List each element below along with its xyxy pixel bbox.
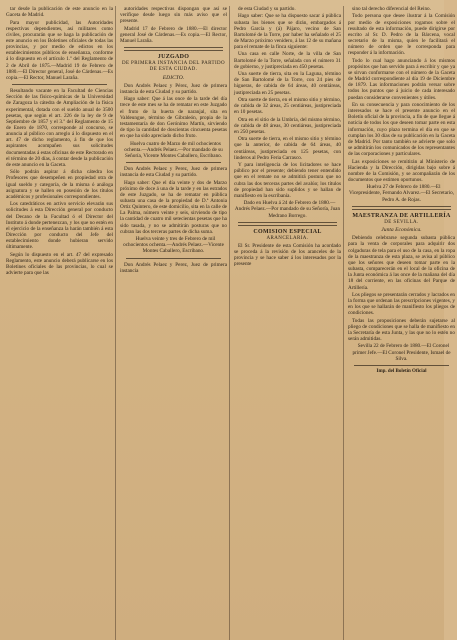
paragraph: Los pliegos se presentarán cerrados y lacrados en la forma que ordenan las prescripciones vigentes, y en los que se hallarán de manifiesto los pliegos de condiciones. [348,291,455,317]
section-subheading: DE SEVILLA. [384,219,419,225]
paragraph: Una suerte de tierra, sita en la Laguna, término de San Bartolomé de la Torre, con 24 pies de higueras, de cabida de 64 áreas, 40 centiáreas, justipreciada en 25 pesetas. [234,71,341,96]
column-3 [234,6,344,640]
paragraph: Las exposiciones se remitirán al Ministerio de Hacienda y la Dirección, dirigidas bajo sobre á nombre de la Comisión, y se acompañarán de los documentos que estimen oportunos. [348,158,455,183]
signature-line: Sevilla 22 de Febrero de 1880.—El Coronel primer Jefe.—El Coronel Presidente, Ismael de Silva. [352,343,451,362]
section-divider [352,206,451,210]
signature-line: Huelva veinte y tres de Febrero de mil ochocientos ochenta.—Andrés Pelaez.—Vicente Montes Caballero, Escribano. [123,236,224,255]
column-4 [348,6,457,640]
paragraph: Para mayor publicidad, las Autoridades respectivas dependientes, así militares como civiles, procurarán que se haga la publicación de este anuncio en los Boletines oficiales de todas las provincias, y por medio de edictos en los establecimientos públicos de enseñanza, conforme á lo dispuesto en el artículo 1.º del Reglamento de 2 de Abril de 1875.—Madrid 19 de Febrero de 1880.—El Director general, José de Cárdenas.—Es copia.—El Rector, Manuel Laraña. [6,19,113,81]
paragraph: Otra suerte de tierra, en el mismo sitio y término, de cabida de 32 áreas, 25 centiáreas, justipreciada en 10 pesetas. [234,96,341,116]
paragraph: Don Andrés Pelaez y Pérez, Juez de primera instancia de esta Ciudad y su partido. [120,82,227,95]
signature-line: Dado en Huelva á 24 de Febrero de 1880.—Andrés Pelaez.—Por mandado de su Señoría, Juan Medrano Borrego. [234,200,341,219]
paragraph: El Sr. Presidente de esta Comisión ha acordado se proceda á la revisión de los aranceles de la provincia y se hace saber á los interesados por la presente [234,242,341,268]
paragraph: Todo persona que desee ilustrar á la Comisión por medio de exposiciones rogamos sobre el resultado de esta información, puede dirigirse por escrito al Sr. D. Pedro de la Bárcena, vocal secretario de la misma, quien le facilitará el número de orden que le corresponda para responder á la información. [348,13,455,57]
divider [354,365,449,366]
paragraph: Todas las proposiciones deberán sujetarse al pliego de condiciones que se halla de manifiesto en la Secretaría de esta Junta, y las que no lo estén no serán admitidas. [348,317,455,343]
paragraph: En su consecuencia y para conocimiento de los interesados se hace el presente anuncio en el Boletín oficial de la provincia, a fin de que llegue á noticia de todos los que deseen tomar parte en esta información, cuyo plazo termina el día en que se cumplan los 30 días de su publicación en la Gaceta de Madrid. Por tanto también se advierte que solo se admitirán los comunicados de los representantes de las corporaciones y particulares. [348,101,455,158]
paragraph: Otra suerte de tierra, en el mismo sitio y término que la anterior, de cabida de 64 áreas, 40 centiáreas, justipreciada en 125 pesetas, con linderos al Pedro Feria Carrasco. [234,136,341,161]
paragraph: Otra en el sitio de la Umbría, del mismo término, de cabida de 48 áreas, 30 centiáreas, justipreciada en 250 pesetas. [234,116,341,135]
edict-title: Junta Económica. [381,227,422,234]
section-subheading: ARANCELARIA. [266,235,309,241]
paragraph: Todo lo cual hago anunciando á los mismos propósitos que han servido para á escribir y que ya se sirvan conformarse con el número de la Gaceta de Madrid correspondiente al día 19 de Diciembre de 1879. Las informaciones podrán versar sobre todos los puntos que á juicio de cada interesado puedan considerarse convenientes y útiles. [348,57,455,101]
paragraph: Madrid 17 de Febrero de 1880.—El director general José de Cárdenas.—Es copia.—El Rector, Manuel Laraña. [120,25,227,44]
paragraph: Y para inteligencia de los licitadores se hace público por el presente; debiendo tener entendido que en el remate no se admitirá postura que no cubra las dos terceras partes del avalúo; los títulos de propiedad han sido suplidos y se hallan de manifiesto en la escribanía. [234,162,341,199]
paragraph: Resultando vacante en la Facultad de Ciencias Sección de las físico-químicas de la Universidad de Zaragoza la cátedra de Ampliación de la física experimental, dotada con el sueldo anual de 3500 pesetas, que según el art. 226 de la ley de 9 de Septiembre de 1857 y el 3.º del Reglamento de 15 de Enero de 1870, corresponde al concurso, se anuncia al público con arreglo á lo dispuesto en el art. 47 de dicho reglamento, á fin de que los aspirantes acompañen sus solicitudes documentadas á estas oficinas de este Rectorado en el término de 20 días, á contar desde la publicación de este anuncio en la Gaceta. [6,88,113,168]
paragraph: autoridades respectivas dispongan que así se verifique desde luego sin más aviso que el presente. [120,6,227,25]
paragraph: tar desde la publicación de este anuncio en la Gaceta de Madrid. [6,6,113,19]
printer-imprint: Imp. del Boletín Oficial [376,368,427,374]
paragraph: Don Andrés Pelaez y Perez, Juez de primera instancia de esta Ciudad y su partido. [120,166,227,179]
paragraph: Una casa en calle Norte, de la villa de San Bartolomé de la Torre, señalada con el número 31 de gobierno, y justipreciada en 450 pesetas. [234,51,341,70]
paragraph: sino tal derecho diferencial del Reino. [352,6,431,12]
paragraph: Según lo dispuesto en el art. 47 del expresado Reglamento, este anuncio deberá publicarse en los Boletines oficiales de las provincias, lo cual se advierte para que las [6,251,113,277]
section-divider [238,222,337,226]
divider [126,162,221,163]
paragraph: de esta Ciudad y su partido. [238,6,296,12]
signature-line: Huelva cuatro de Marzo de mil ochocientos ochenta.—Andrés Pelaez.—Por mandado de su Señoría, Vicente Montes Caballero, Escribano. [124,140,223,159]
section-divider [124,47,223,51]
section-subheading: DE PRIMERA INSTANCIA DEL PARTIDO DE ESTA CIUDAD. [121,61,226,73]
signature-line: Huelva 27 de Febrero de 1880.—El Vicepresidente, Fernando Alvarez.—El Secretario, Pedro A. de Rojas. [348,184,455,203]
edict-title: EDICTO. [162,74,185,81]
paragraph: Hago saber: Que el día veinte y dos de Marzo próximo de doce á una de la tarde y en las estrados de este Juzgado, se ha de rematar en pública subasta una casa de la propiedad de D.ª Antonia Ortiz Quintero, de este domicilio, sita en la calle de La Palma, número veinte y seis, sirviendo de tipo la cantidad de cuatro mil setecientas pesetas que ha sido tasada, y no se admitirán posturas que no cubran las dos terceras partes de dicha suma. [120,179,227,235]
section-heading: JUZGADO [157,54,190,61]
paragraph: Don Andrés Pelaez y Perez, Juez de primera instancia [120,261,227,274]
column-1 [6,6,116,640]
divider [126,258,221,259]
section-heading: COMISION ESPECIAL [253,228,322,235]
divider [12,84,107,85]
paragraph: Los catedráticos en activo servicio elevarán sus solicitudes á esta Dirección general por conducto del Decano de la Facultad ó el Director del Instituto á donde pertenezcan, y los que no estén en el ejercicio de la enseñanza la harán también á esta Dirección por conducto del Jefe del establecimiento donde hubieran servido últimamente. [6,201,113,251]
paragraph: Hago saber: Que á las once de la tarde del día trece de este mes se ha de rematar en este Juzgado el fruto de la huerta de naranjal, sita en Valdeungue, término de Gibraleón, propia de la testamentaría de don Gerónimo Martín, sirviendo de tipo la cantidad de doscientas cincuenta pesetas en que ha sido apreciado dicho fruto. [120,96,227,140]
paragraph: Hago saber: Que se ha dispuesto sacar á pública subasta los bienes que se dirán, embargados á Pedro García y (á) Pájaro, vecino de San Bartolomé de la Torre, por haber ha señalado el 25 de Marzo próximo venidero, á las 12 de su mañana para el remate de la finca siguiente: [234,13,341,51]
paragraph: Debiendo celebrarse segunda subasta pública para la venta de corporales para adquirir dos colgaduras de tela para el uso de la casa, en la ropa de la maestranza de esta plaza, se avisa al público que los señores que deseen tomar parte en la subasta, comparecerán en el local de la oficina de la Junta económica á las once de la mañana del día 18 del corriente, en las oficinas del Parque de Artillería. [348,235,455,291]
column-2 [120,6,230,640]
paragraph: Sólo podrán aspirar á dicha cátedra los Profesores que desempeñen en propiedad otra de igual sueldo y categoría, de la misma ó análoga asignatura y se hallen en posesión de los títulos académicos y profesionales correspondientes. [6,169,113,200]
section-heading: MAESTRANZA DE ARTILLERÍA [352,212,451,219]
